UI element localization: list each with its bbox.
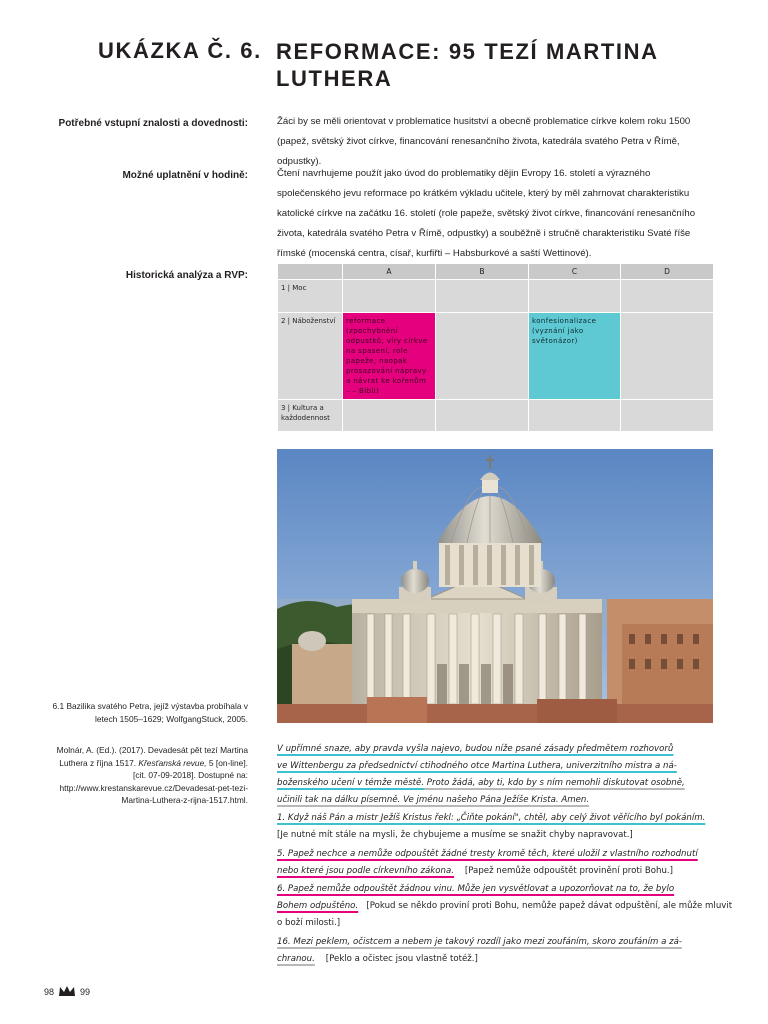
thesis-6: 6. Papež nemůže odpouštět žádnou vinu. Může jen vysvětlovat a upozorňovat na to, že bylo bbox=[277, 884, 675, 894]
table-cell bbox=[343, 280, 436, 313]
table-cell bbox=[436, 280, 529, 313]
crown-icon bbox=[58, 985, 76, 999]
section-label: UKÁZKA Č. 6. bbox=[98, 38, 262, 63]
thesis-6-note: [Pokud se někdo proviní proti Bohu, nemůže papež dávat odpuštění, ale může mluvit bbox=[366, 901, 733, 911]
source-citation bbox=[48, 744, 248, 807]
thesis-5-note: [Papež nemůže odpouštět provinění proti Bohu.] bbox=[464, 866, 674, 876]
citation-pre: Molnár, A. (Ed.). (2017). Devadesát pět tezí Martina Luthera z října 1517. bbox=[56, 745, 248, 768]
thesis-16-note: [Peklo a očistec jsou vlastně totéž.] bbox=[325, 954, 478, 964]
thesis-16: 16. Mezi peklem, očistcem a nebem je takový rozdíl jako mezi zoufáním, skoro zoufáním a zá- bbox=[277, 937, 682, 947]
photo-caption: 6.1 Bazilika svatého Petra, jejíž výstavba probíhala v letech 1505–1629; WolfgangStuck, 2005. bbox=[52, 701, 248, 724]
thesis-6-cont bbox=[277, 901, 732, 911]
table-row bbox=[278, 313, 714, 400]
table-cell bbox=[343, 400, 436, 432]
page-title: REFORMACE: 95 TEZÍ MARTINA LUTHERA bbox=[276, 39, 658, 91]
prereq-text: Žáci by se měli orientovat v problematice husitství a obecně problematice církve kolem roku 1500 (papež, světský život církve, financování renesančního života, katedrála svatého Petra v Římě, odpustky). bbox=[277, 116, 691, 167]
table-corner bbox=[278, 264, 343, 280]
table-row bbox=[278, 280, 714, 313]
quote-fragment: Proto žádá, aby ti, kdo by s ním nemohli diskutovat osobně, bbox=[424, 778, 685, 788]
table-cell bbox=[436, 313, 529, 400]
row-label-kultura: 3 | Kultura a každodennost bbox=[278, 400, 343, 432]
quote-line: ve Wittenbergu za předsednictví ctihodného otce Martina Luthera, univerzitního mistra a ná- bbox=[277, 761, 677, 771]
table-cell bbox=[436, 400, 529, 432]
page-footer bbox=[44, 985, 90, 999]
table-cell bbox=[621, 400, 714, 432]
quote-line bbox=[277, 778, 685, 788]
column-header-d: D bbox=[621, 264, 714, 280]
thesis-6-note-cont: o boží milosti.] bbox=[277, 918, 341, 928]
thesis-5-cont bbox=[277, 866, 673, 876]
use-label: Možné uplatnění v hodině: bbox=[122, 170, 248, 181]
basilica-photo bbox=[277, 449, 713, 723]
rvp-table bbox=[277, 263, 714, 432]
column-header-b: B bbox=[436, 264, 529, 280]
cell-konfesionalizace: konfesionalizace (vyznání jako světonázor) bbox=[529, 313, 621, 400]
page-number-right: 99 bbox=[80, 987, 91, 997]
thesis-5: 5. Papež nechce a nemůže odpouštět žádné tresty kromě těch, které uložil z vlastního rozhodnutí bbox=[277, 849, 698, 859]
table-cell bbox=[529, 280, 621, 313]
theses-excerpt bbox=[277, 744, 733, 969]
thesis-1-note: [Je nutné mít stále na mysli, že chybujeme a musíme se snažit chyby napravovat.] bbox=[277, 830, 633, 840]
table-header-row bbox=[278, 264, 714, 280]
thesis-1: 1. Když náš Pán a mistr Ježíš Kristus řekl: „Čiňte pokání", chtěl, aby celý život věřícího byl pokáním. bbox=[277, 813, 706, 823]
column-header-c: C bbox=[529, 264, 621, 280]
column-header-a: A bbox=[343, 264, 436, 280]
quote-fragment: nebo které jsou podle církevního zákona. bbox=[277, 866, 454, 876]
citation-post: 5 [on-line]. [cit. 07-09-2018]. Dostupné na: http://www.krestanskarevue.cz/Devadesat-pet-tezi-Martina-Luthera-z-rijna-1517.html. bbox=[59, 757, 248, 805]
table-cell bbox=[621, 280, 714, 313]
thesis-16-cont bbox=[277, 954, 478, 964]
quote-fragment: chranou. bbox=[277, 954, 315, 964]
row-label-moc: 1 | Moc bbox=[278, 280, 343, 313]
cell-reformace: reformace (zpochybnění odpustků, víry církve na spasení, role papeže, naopak prosazování nápravy a návrat ke kořenům – – Bibli) bbox=[343, 313, 436, 400]
quote-fragment: boženského učení v témže městě. bbox=[277, 778, 425, 788]
row-label-nabozenstvi: 2 | Náboženství bbox=[278, 313, 343, 400]
quote-line: učinili tak na dálku písemně. Ve jménu našeho Pána Ježíše Krista. Amen. bbox=[277, 795, 590, 805]
table-cell bbox=[529, 400, 621, 432]
citation-journal: Křesťanská revue, bbox=[138, 757, 207, 768]
table-cell bbox=[621, 313, 714, 400]
quote-line: V upřímné snaze, aby pravda vyšla najevo, budou níže psané zásady předmětem rozhovorů bbox=[277, 744, 674, 754]
prereq-label: Potřebné vstupní znalosti a dovednosti: bbox=[58, 118, 248, 129]
quote-fragment: Bohem odpuštěno. bbox=[277, 901, 359, 911]
page-number-left: 98 bbox=[44, 987, 55, 997]
rvp-label: Historická analýza a RVP: bbox=[125, 270, 248, 281]
use-text: Čtení navrhujeme použít jako úvod do problematiky dějin Evropy 16. století a výrazného společenského jevu reformace po krátkém výkladu učitele, který by měl zahrnovat charakteristiku katolické církve na začátku 16. století (role papeže, světský život církve, financování renesančního života, katedrála svatého Petra v Římě, odpustky) a souběžně i stručně charakteristiku Svaté říše římské (mocenská centra, císař, kurfiřti – Habsburkové a saští Wettinové). bbox=[277, 168, 696, 259]
table-row bbox=[278, 400, 714, 432]
